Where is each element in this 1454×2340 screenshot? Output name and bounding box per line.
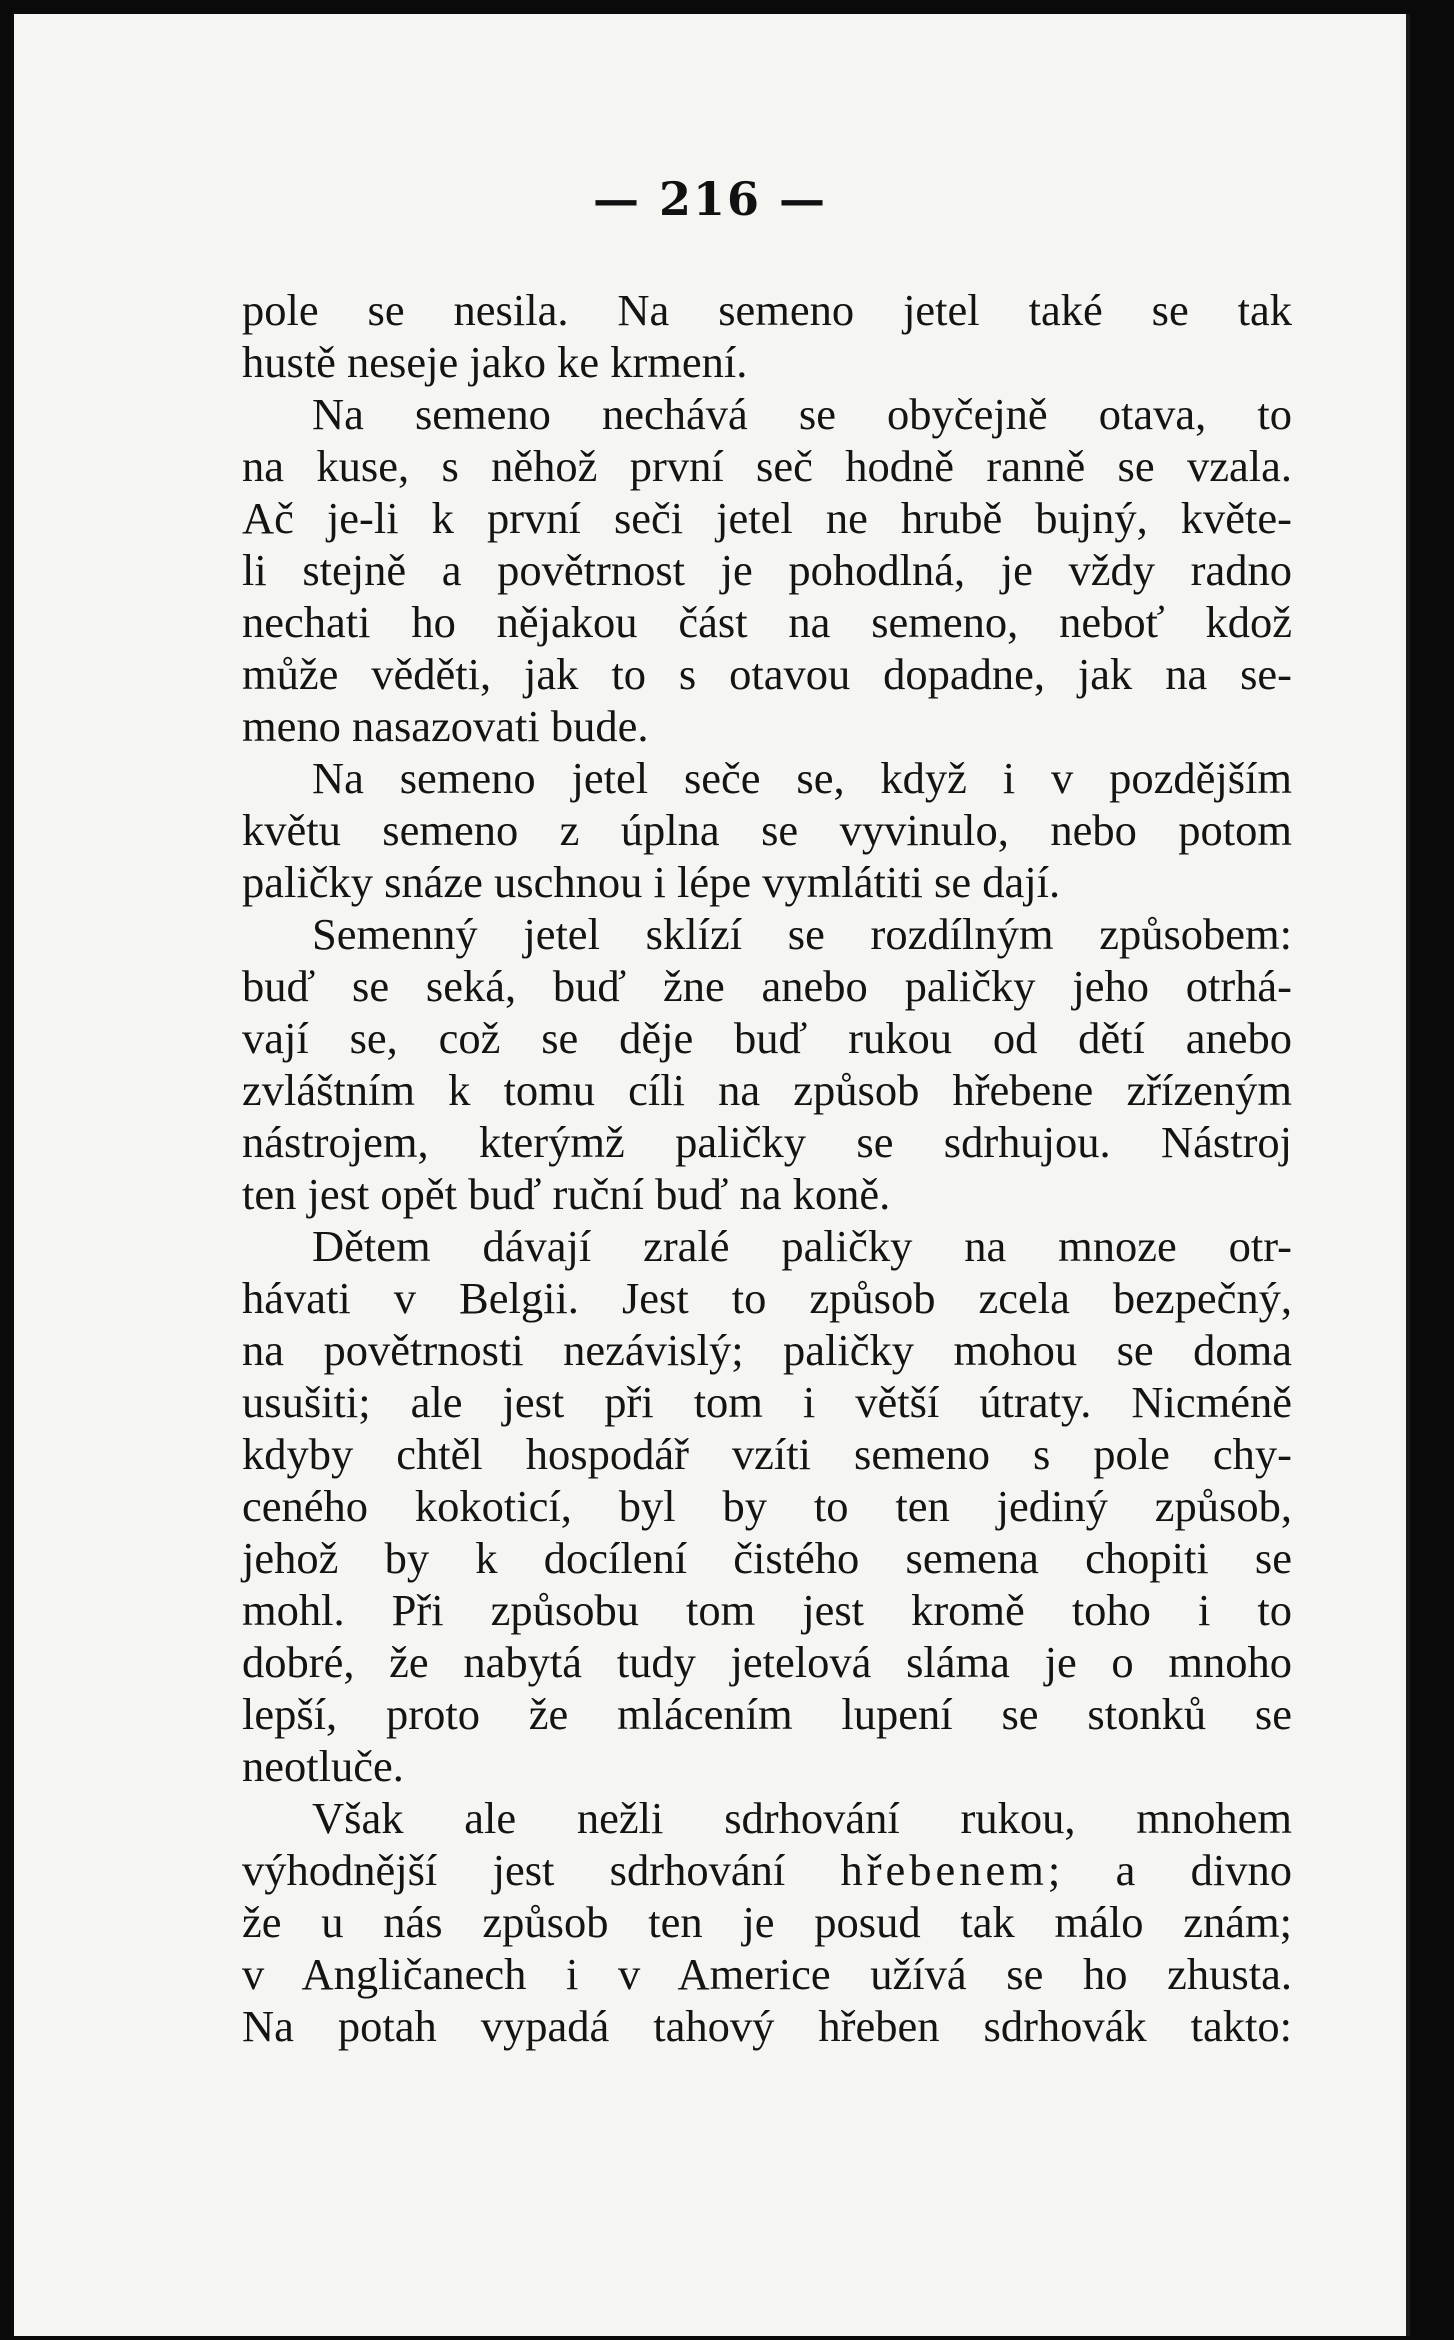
text-line: neotluče. (242, 1741, 404, 1791)
text-line: paličky snáze uschnou i lépe vymlátiti se dají. (242, 857, 1061, 907)
text-line: Dětem dávají zralé paličky na mnoze otr- (312, 1221, 1292, 1271)
text-line: může věděti, jak to s otavou dopadne, jak na se- (242, 649, 1292, 699)
text-line: že u nás způsob ten je posud tak málo znám; (242, 1897, 1292, 1947)
text-line: Ač je-li k první seči jetel ne hrubě bujný, květe- (242, 493, 1292, 543)
text-line: Však ale nežli sdrhování rukou, mnohem (312, 1793, 1292, 1843)
text-line: květu semeno z úplna se vyvinulo, nebo potom (242, 805, 1292, 855)
body-text (242, 284, 1292, 2052)
text-line: Na potah vypadá tahový hřeben sdrhovák takto: (242, 2001, 1292, 2051)
text-line-with-emphasis (242, 1844, 1292, 1896)
text-line: mohl. Při způsobu tom jest kromě toho i to (242, 1585, 1292, 1635)
page-number: — 216 — (592, 172, 828, 226)
text-line: na povětrnosti nezávislý; paličky mohou se doma (242, 1325, 1292, 1375)
text-line: ten jest opět buď ruční buď na koně. (242, 1169, 891, 1219)
text-line: pole se nesila. Na semeno jetel také se tak (242, 285, 1292, 335)
text-line: meno nasazovati bude. (242, 701, 649, 751)
text-line: hávati v Belgii. Jest to způsob zcela bezpečný, (242, 1273, 1292, 1323)
text-line: buď se seká, buď žne anebo paličky jeho otrhá- (242, 961, 1292, 1011)
text-line: ceného kokoticí, byl by to ten jediný způsob, (242, 1481, 1292, 1531)
text-line: vají se, což se děje buď rukou od dětí anebo (242, 1013, 1292, 1063)
text-segment: ; a divno (1047, 1845, 1292, 1895)
text-line: Na semeno nechává se obyčejně otava, to (312, 389, 1292, 439)
text-line: v Angličanech i v Americe užívá se ho zhusta. (242, 1949, 1292, 1999)
text-line: Semenný jetel sklízí se rozdílným způsobem: (312, 909, 1292, 959)
text-line: Na semeno jetel seče se, když i v pozdějším (312, 753, 1292, 803)
text-line: zvláštním k tomu cíli na způsob hřebene zřízeným (242, 1065, 1292, 1115)
text-line: nástrojem, kterýmž paličky se sdrhujou. Nástroj (242, 1117, 1292, 1167)
text-line: nechati ho nějakou část na semeno, neboť kdož (242, 597, 1292, 647)
text-line: na kuse, s něhož první seč hodně ranně se vzala. (242, 441, 1292, 491)
text-line: dobré, že nabytá tudy jetelová sláma je o mnoho (242, 1637, 1292, 1687)
text-line: usušiti; ale jest při tom i větší útraty. Nicméně (242, 1377, 1292, 1427)
text-line: jehož by k docílení čistého semena chopiti se (242, 1533, 1292, 1583)
text-line: hustě neseje jako ke krmení. (242, 337, 748, 387)
book-page (14, 14, 1410, 2336)
emphasized-word: hřebenem (840, 1845, 1048, 1895)
text-line: li stejně a povětrnost je pohodlná, je vždy radno (242, 545, 1292, 595)
text-line: kdyby chtěl hospodář vzíti semeno s pole chy- (242, 1429, 1292, 1479)
text-line: lepší, proto že mlácením lupení se stonků se (242, 1689, 1292, 1739)
text-segment: výhodnější jest sdrhování (242, 1845, 786, 1895)
